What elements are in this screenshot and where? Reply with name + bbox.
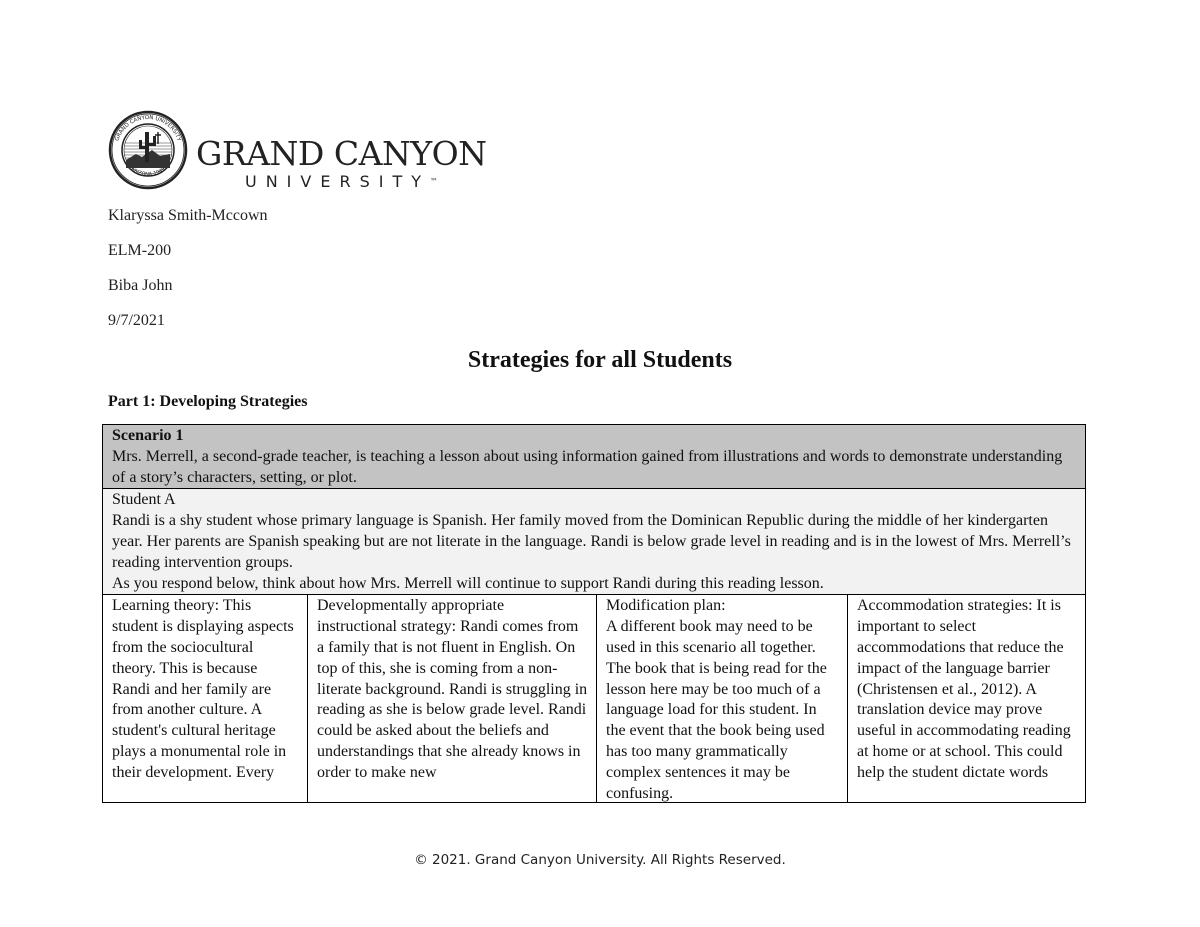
modification-plan-text: Modification plan: A different book may need to be used in this scenario all together. The book that is being read for the lesson here may be too much of a language load for this student. In the event that the book being used has too many grammatically complex sentences it may be confusing. [606,597,827,802]
instructional-strategy-cell [308,595,597,803]
student-prompt: As you respond below, think about how Mrs. Merrell will continue to support Randi during this reading lesson. [112,574,824,592]
scenario-title: Scenario 1 [112,427,184,444]
date: 9/7/2021 [108,312,165,329]
student-description: Randi is a shy student whose primary language is Spanish. Her family moved from the Dominican Republic during the middle of her kindergarten year. Her parents are Spanish speaking but are not literate in the language. Randi is below grade level in reading and is in the lowest of Mrs. Merrell’s reading intervention groups. [112,512,1071,571]
student-row [103,489,1086,595]
instructor-name: Biba John [108,277,173,294]
learning-theory-cell [103,595,308,803]
svg-text:GRAND CANYON UNIVERSITY: GRAND CANYON UNIVERSITY [114,114,182,142]
university-logo [108,106,487,192]
part-heading: Part 1: Developing Strategies [108,393,308,410]
accommodation-strategies-text: Accommodation strategies: It is important to select accommodations that reduce the impact of the language barrier (Christensen et al., 2012). A translation device may prove useful in accommodating reading at home or at school. This could help the student dictate words [857,597,1071,781]
strategy-table [102,424,1086,803]
author-name: Klaryssa Smith-Mccown [108,207,268,224]
accommodation-strategies-cell [848,595,1086,803]
student-cell [103,489,1086,595]
brand-subtitle: UNIVERSITY™ [245,172,438,191]
learning-theory-text: Learning theory: This student is displaying aspects from the sociocultural theory. This is because Randi and her family are from another culture. A student's cultural heritage plays a monumental role in their development. Every [112,597,294,781]
modification-plan-cell [597,595,848,803]
scenario-row [103,425,1086,489]
svg-text:ARIZONA 1949: ARIZONA 1949 [129,166,167,178]
student-label: Student A [112,491,176,509]
copyright-footer: © 2021. Grand Canyon University. All Rights Reserved. [414,852,786,868]
brand-name: GRAND CANYON [196,134,487,173]
instructional-strategy-text: Developmentally appropriate instructional strategy: Randi comes from a family that is not fluent in English. On top of this, she is coming from a non-literate background. Randi is struggling in reading as she is below grade level. Randi could be asked about the beliefs and understandings that she already knows in order to make new [317,597,588,781]
scenario-cell [103,425,1086,489]
page-title: Strategies for all Students [467,347,733,373]
course-code: ELM-200 [108,242,172,259]
response-row [103,595,1086,803]
scenario-text: Mrs. Merrell, a second-grade teacher, is teaching a lesson about using information gained from illustrations and words to demonstrate understanding of a story’s characters, setting, or plot. [112,447,1063,486]
university-seal-icon [108,110,188,190]
